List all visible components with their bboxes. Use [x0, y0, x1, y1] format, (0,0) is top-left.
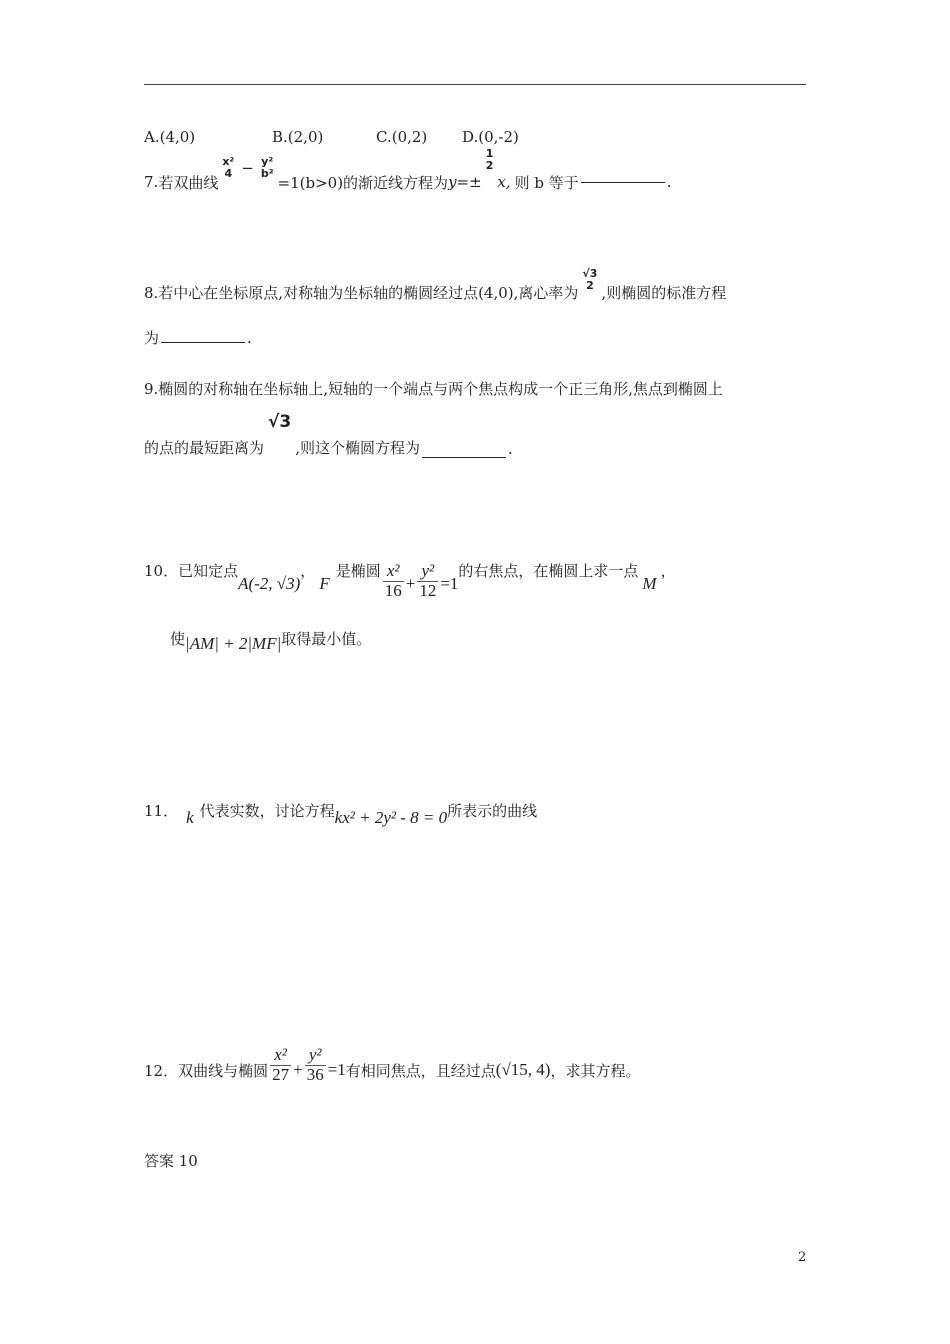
- q7-answer-blank: [581, 181, 665, 183]
- q7-frac-x: x² 4: [222, 154, 235, 180]
- q7-minus: −: [241, 159, 254, 177]
- q11-number: 11．: [144, 802, 179, 820]
- q10-frac-y: $\frac{\text{y²}}{12}$: [419, 561, 437, 600]
- question-10-line-2: 使 |AM| + 2|MF| 取得最小值。: [170, 630, 372, 653]
- option-a: A.(4,0): [144, 128, 196, 146]
- q7-frac-y: y² b²: [260, 154, 274, 180]
- option-d: D.(0,-2): [462, 128, 519, 146]
- q9-answer-blank: [422, 456, 506, 458]
- q8-text-tail: ,则椭圆的标准方程: [601, 283, 727, 302]
- q9-sqrt3: √3: [268, 412, 292, 432]
- q11-k: k: [186, 808, 194, 827]
- question-8-line-2: 为 .: [144, 329, 252, 347]
- q7-end: .: [666, 173, 672, 191]
- q10-expression: |AM| + 2|MF|: [185, 634, 282, 653]
- q10-point-a: A(-2, √3): [238, 574, 301, 593]
- q10-focus-f: F: [319, 574, 330, 593]
- q10-point-m: M: [642, 574, 657, 593]
- q8-eccentricity: √3 2: [582, 266, 598, 292]
- q7-asymptote-y: y=±: [448, 173, 482, 191]
- answer-label: 答案 10: [144, 1152, 198, 1170]
- question-10-line-1: 10．已知定点 A(-2, √3) ， F 是椭圆 $\frac{\text{x²}}{16}$ + $\frac{\text{y²}}{12}$ =1 的右焦点，在椭圆上求一点 M ，: [144, 561, 676, 600]
- question-7: [144, 146, 672, 212]
- question-9-line-1: 9.椭圆的对称轴在坐标轴上,短轴的一个端点与两个焦点构成一个正三角形,焦点到椭圆上: [144, 380, 723, 398]
- q7-tail: 则 b 等于: [514, 173, 579, 192]
- q7-x: x,: [497, 173, 511, 191]
- q7-frac-half: 1 2: [485, 146, 494, 172]
- q8-text: 8.若中心在坐标原点,对称轴为坐标轴的椭圆经过点(4,0),离心率为: [144, 283, 579, 302]
- q12-frac-y: $\frac{\text{y²}}{36}$: [306, 1045, 324, 1084]
- page-number: 2: [798, 1250, 807, 1265]
- q10-number: 10．已知定点: [144, 562, 239, 580]
- q7-prefix: 若双曲线: [158, 173, 219, 192]
- question-8-line-1: [144, 262, 726, 322]
- q12-frac-x: $\frac{\text{x²}}{27}$: [272, 1045, 290, 1084]
- question-9-line-2: 的点的最短距离为 √3 ,则这个椭圆方程为 .: [144, 412, 513, 458]
- q7-number: 7.: [144, 173, 159, 191]
- q8-answer-blank: [161, 341, 245, 343]
- q12-number: 12．双曲线与椭圆: [144, 1062, 269, 1080]
- question-12: 12．双曲线与椭圆 $\frac{\text{x²}}{27}$ + $\frac{\text{y²}}{36}$ =1 有相同焦点，且经过点 (√15, 4) ，求其方程。: [144, 1045, 641, 1084]
- q10-frac-x: $\frac{\text{x²}}{16}$: [384, 561, 402, 600]
- question-11: 11． k 代表实数，讨论方程 kx² + 2y² - 8 = 0 所表示的曲线: [144, 802, 538, 827]
- q12-point: (√15, 4): [495, 1060, 551, 1079]
- q7-condition: =1(b>0)的渐近线方程为: [277, 173, 449, 192]
- header-rule: [144, 84, 806, 85]
- option-c: C.(0,2): [376, 128, 428, 146]
- option-b: B.(2,0): [272, 128, 324, 146]
- q11-equation: kx² + 2y² - 8 = 0: [334, 808, 448, 827]
